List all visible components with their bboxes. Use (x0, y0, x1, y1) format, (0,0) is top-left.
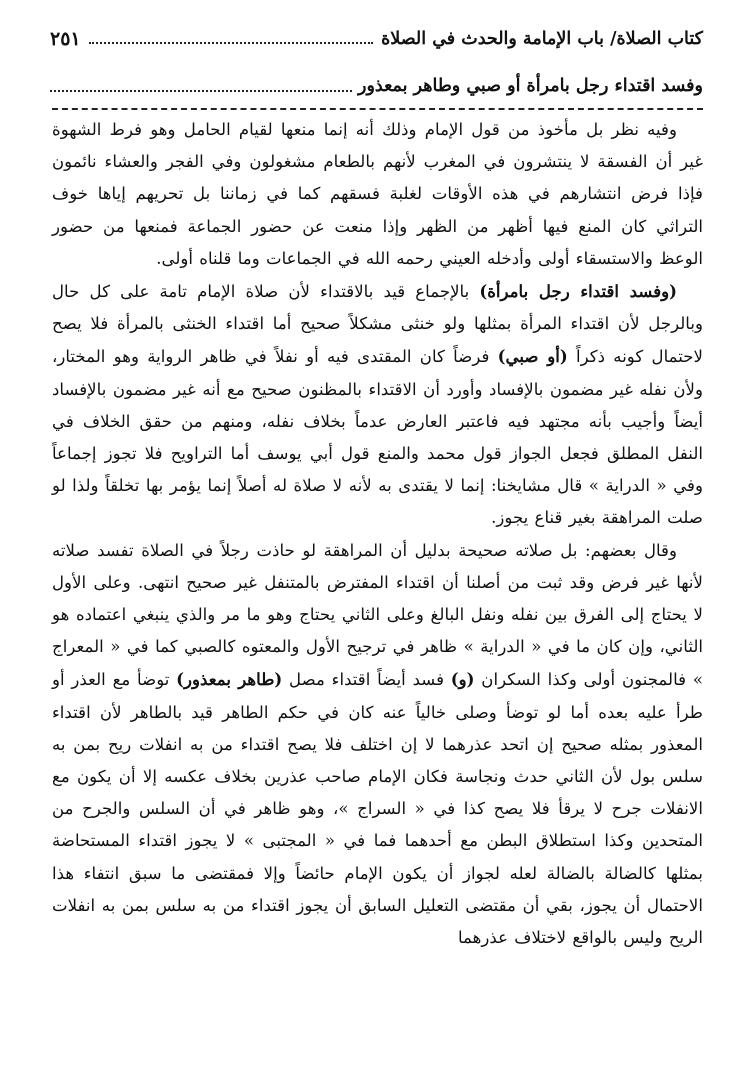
page-number: ٢٥١ (50, 28, 81, 50)
section-title: وفسد اقتداء رجل بامرأة أو صبي وطاهر بمعذور (358, 76, 703, 96)
dashed-separator (52, 108, 703, 110)
paragraph-2 (52, 275, 703, 535)
paragraph-text: وفيه نظر بل مأخوذ من قول الإمام وذلك أنه إنما منعها لقيام الحامل وهو فرط الشهوة غير أن الفسقة لا ينتشرون في المغرب لأنهم بالطعام مشغولون وفي الفجر والعشاء نائمون فإذا فرض انتشارهم في هذه الأوقات لغلبة فسقهم كما في زماننا بل تحريهم إياها خوف التراثي كان المنع فيها أظهر من الظهر وإذا منعت عن حضور الجماعة فمنعها من حضور الوعظ والاستسقاء أولى وأدخله العيني رحمه الله في الجماعات وما قلناه أولى. (52, 120, 703, 268)
matn-lemma: (وفسد اقتداء رجل بامرأة) (479, 281, 677, 302)
matn-lemma: (طاهر بمعذور) (176, 669, 283, 690)
running-title: كتاب الصلاة/ باب الإمامة والحدث في الصلاة (381, 29, 703, 49)
paragraph-text: وقال بعضهم: بل صلاته صحيحة بدليل أن المراهقة لو حاذت رجلاً في الصلاة تفسد صلاته لأنها غير فرض وقد ثبت من أصلنا أن اقتداء المفترض بالمتنفل غير صحيح انتهى. وعلى الأول لا يحتاج إلى الفرق بين نفله ونفل البالغ وعلى الثاني يحتاج وهو ما مر والذي ينبغي اعتماده هو الثاني، وإن كان ما في « الدراية » ظاهر في ترجيح الأول والمعتوه كالصبي كما في « المعراج » فالمجنون أولى وكذا السكران (52, 540, 703, 690)
paragraph-text: فرضاً كان المقتدى فيه أو نفلاً في ظاهر الرواية وهو المختار، ولأن نفله غير مضمون بالإفساد وأورد أن الاقتداء بالمظنون صحيح مع أنه غير مضمون بالإفساد أيضاً وأجيب بأنه مجتهد فيه فاعتبر العارض عدماً بخلاف نفله، ومنهم من حقق الخلاف في النفل المطلق فجعل الجواز قول محمد والمنع قول أبي يوسف أما التراويح فلا تجوز إجماعاً وفي « الدراية » قال مشايخنا: إنما لا يقتدى به لأنه لا صلاة له أصلاً إنما يؤمر بها تخلقاً ولذا لو صلت المراهقة بغير قناع يجوز. (52, 347, 704, 528)
matn-lemma: (أو صبي) (497, 346, 568, 367)
paragraph-text: فسد أيضاً اقتداء مصل (282, 670, 451, 690)
body-text (52, 114, 703, 954)
section-dotted-leader (50, 90, 352, 92)
matn-lemma: (و) (450, 669, 475, 690)
running-header (50, 22, 703, 56)
paragraph-text: توضأ مع العذر أو طرأ عليه بعده أما لو توضأ وصلى خالياً عنه كان في حكم الطاهر قيد بالطاهر لأن اقتداء المعذور بمثله صحيح إن اتحد عذرهما لا إن اختلف فلا يصح اقتداء من به انفلات ريح بمن به سلس بول لأن الثاني حدث ونجاسة فكان الإمام صاحب عذرين بخلاف عكسه إلا أن يكون مع الانفلات جرح لا يرقأ فلا يصح كذا في « السراج »، وهو ظاهر في أن السلس والجرح من المتحدين وكذا استطلاق البطن مع أحدهما فما في « المجتبى » لا يجوز اقتداء المستحاضة بمثلها كالضالة بالضالة لعله لجواز أن يكون الإمام حائضاً وإلا فمقتضى ما سبق انتفاء هذا الاحتمال أن يجوز، بقي أن مقتضى التعليل السابق أن يجوز اقتداء من به سلس بمن به انفلات الريح وليس بالواقع لاختلاف عذرهما (52, 670, 703, 948)
section-heading (50, 70, 703, 102)
paragraph-3 (52, 535, 703, 955)
paragraph-1 (52, 114, 703, 275)
header-dotted-leader (89, 42, 374, 44)
paragraph-text: بالإجماع قيد بالاقتداء لأن صلاة الإمام تامة على كل حال وبالرجل لأن اقتداء المرأة بمثلها ولو خنثى مشكلاً صحيح أما اقتداء الخنثى بالمرأة فلا يصح لاحتمال كونه ذكراً (52, 282, 703, 367)
